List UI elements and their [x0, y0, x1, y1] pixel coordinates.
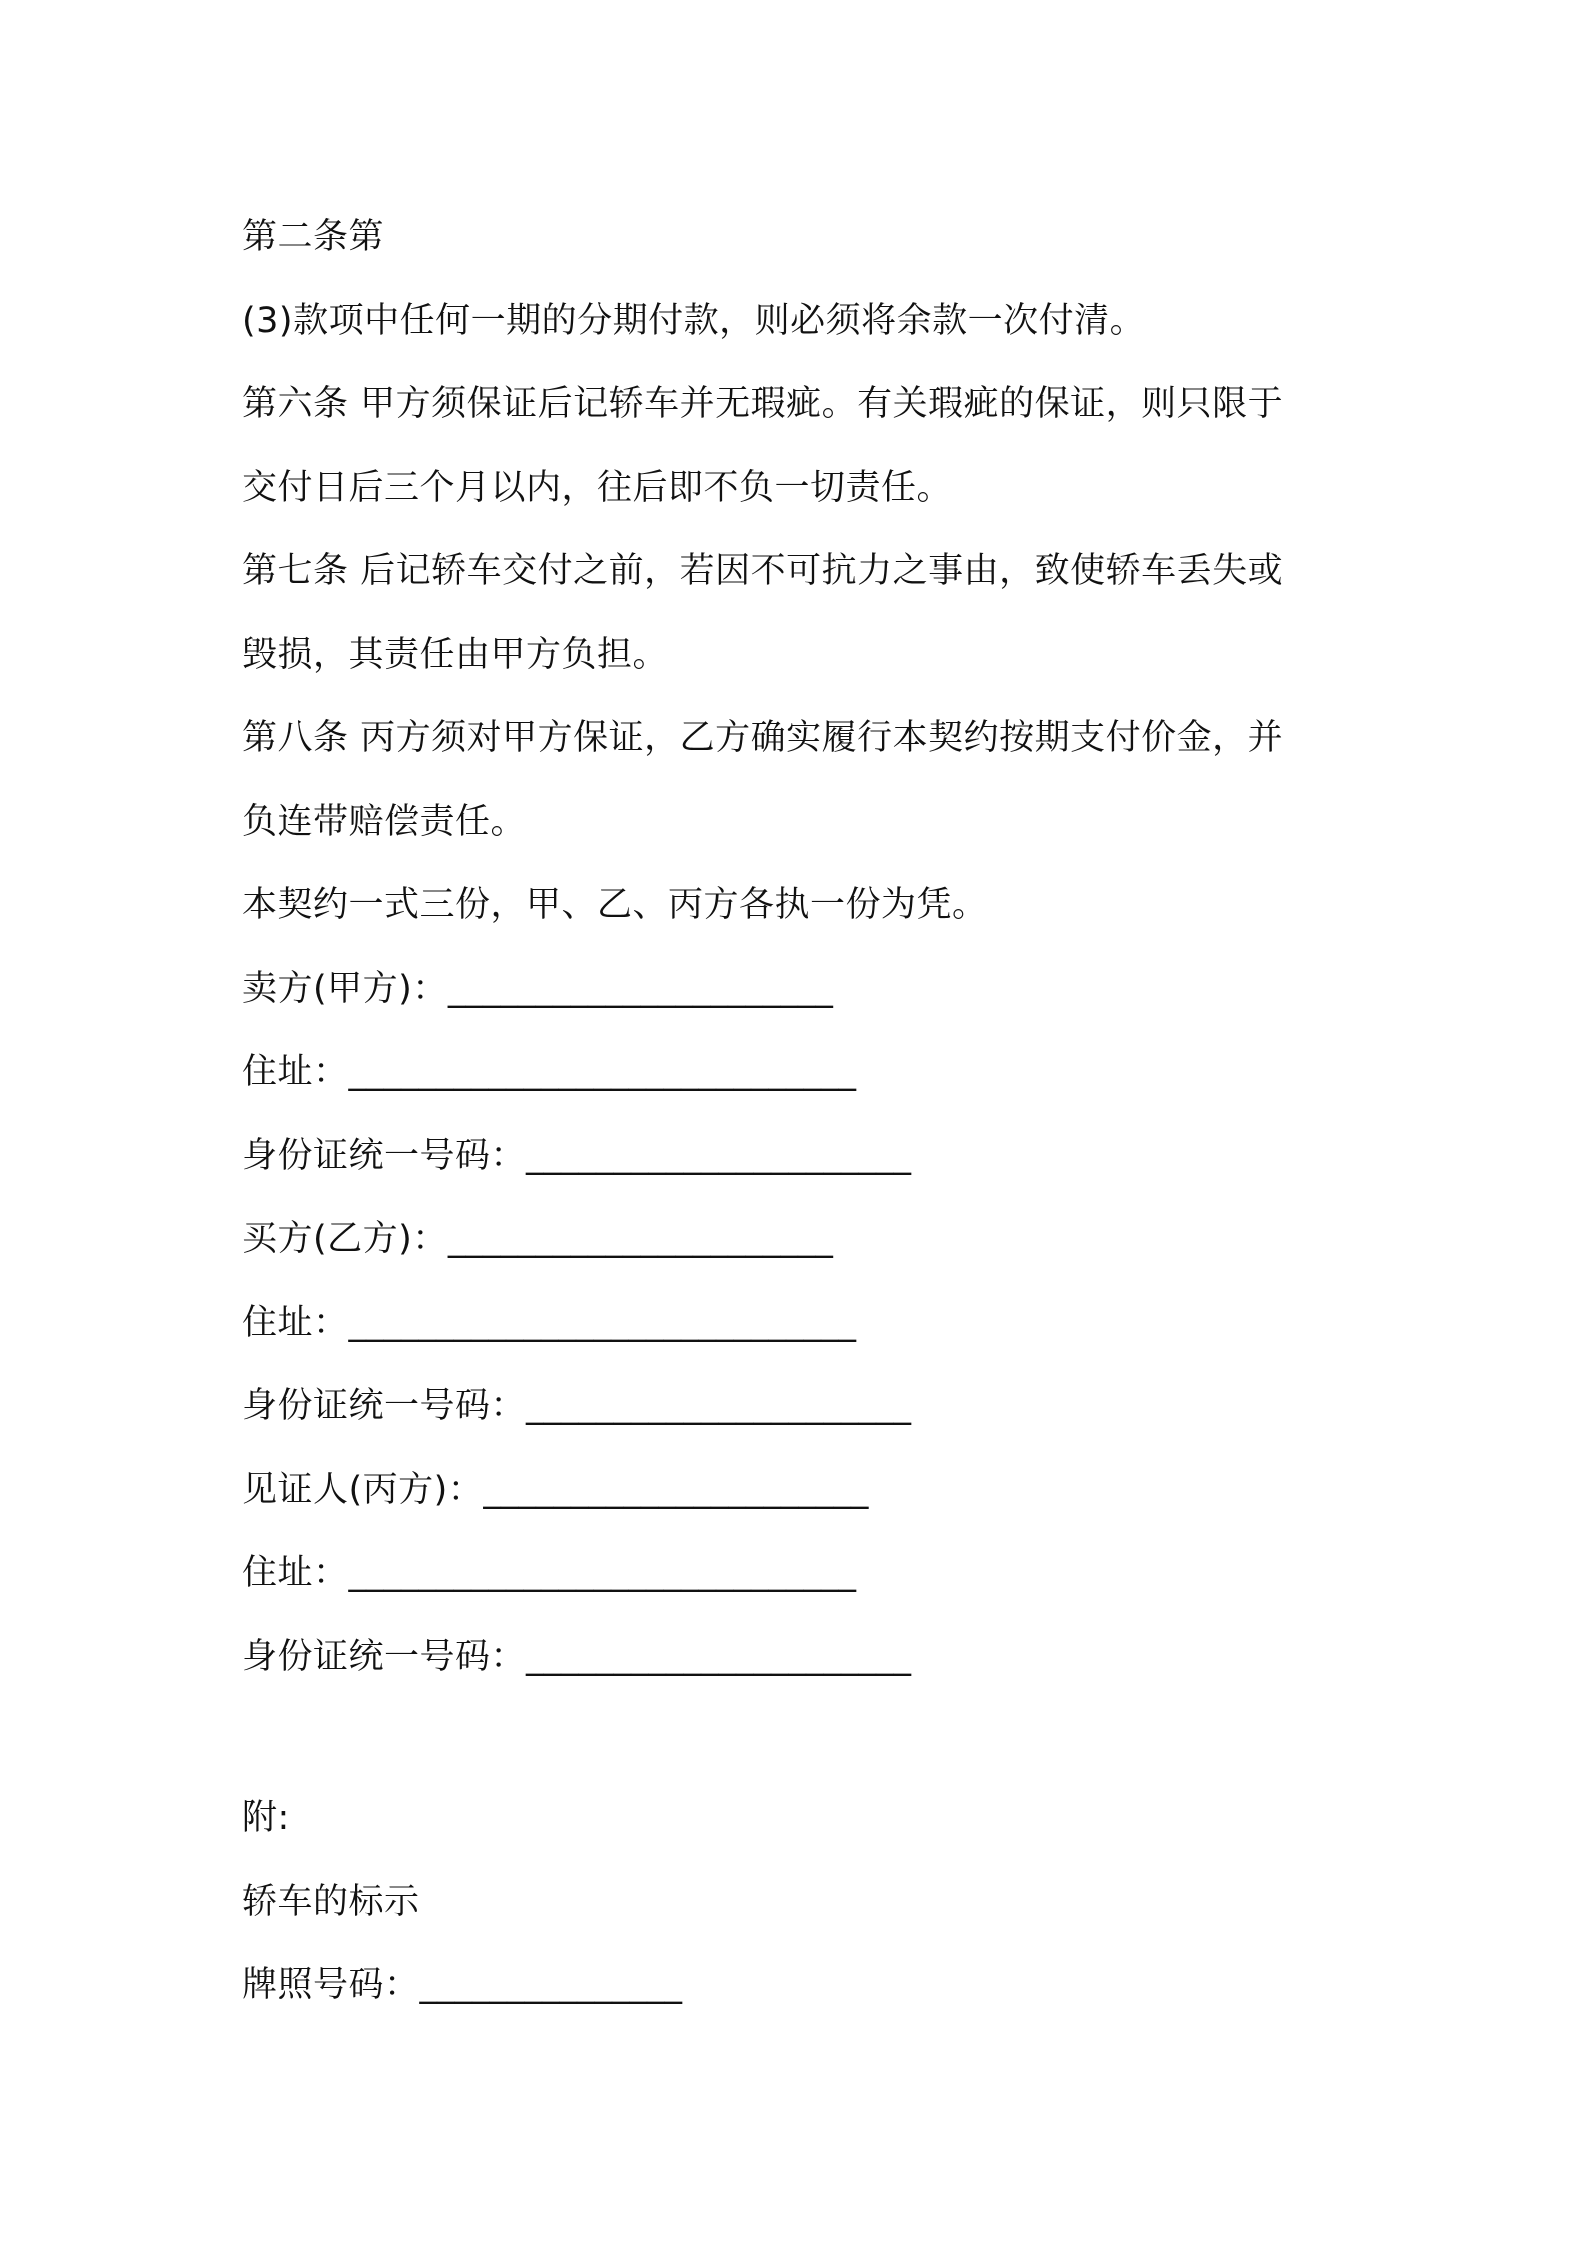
paragraph-article-6-line-1: 第六条 甲方须保证后记轿车并无瑕疵。有关瑕疵的保证，则只限于 [242, 384, 1284, 424]
buyer-label: 买方(乙方)： [242, 1219, 448, 1259]
appendix-subheading: 轿车的标示 [242, 1881, 420, 1922]
witness-id-label: 身份证统一号码： [242, 1636, 527, 1677]
section-spacer [242, 1699, 1372, 1777]
paragraph-copies-clause: 本契约一式三份，甲、乙、丙方各执一份为凭。 [242, 885, 988, 925]
witness-address-label: 住址： [242, 1553, 349, 1593]
buyer-id-blank: ______________________ [526, 1386, 912, 1426]
buyer-field [242, 1198, 1372, 1282]
plate-number-label: 牌照号码： [242, 1965, 420, 2005]
witness-blank: ______________________ [483, 1469, 869, 1510]
witness-id-blank: ______________________ [526, 1636, 912, 1677]
paragraph-article-8-line-2: 负连带赔偿责任。 [242, 801, 527, 842]
paragraph-article-2-continued: 第二条第 [242, 217, 385, 257]
seller-address-label: 住址： [242, 1052, 349, 1092]
plate-number-field [242, 1944, 1372, 2028]
seller-label: 卖方(甲方)： [242, 968, 448, 1009]
buyer-id-label: 身份证统一号码： [242, 1386, 527, 1426]
plate-number-blank: _______________ [419, 1965, 683, 2005]
buyer-id-field [242, 1365, 1372, 1449]
paragraph-article-8-line-1: 第八条 丙方须对甲方保证，乙方确实履行本契约按期支付价金，并 [242, 718, 1284, 758]
buyer-address-blank: _____________________________ [348, 1302, 857, 1343]
buyer-blank: ______________________ [447, 1219, 833, 1259]
paragraph-article-7-line-2: 毁损，其责任由甲方负担。 [242, 634, 669, 675]
seller-id-label: 身份证统一号码： [242, 1135, 527, 1176]
witness-address-field [242, 1532, 1372, 1616]
seller-id-field [242, 1115, 1372, 1199]
witness-label: 见证人(丙方)： [242, 1469, 484, 1510]
seller-id-blank: ______________________ [526, 1135, 912, 1176]
buyer-address-label: 住址： [242, 1302, 349, 1343]
document-body [242, 196, 1372, 2028]
seller-address-blank: _____________________________ [348, 1052, 857, 1092]
seller-address-field [242, 1031, 1372, 1115]
paragraph-article-6-line-2: 交付日后三个月以内，往后即不负一切责任。 [242, 467, 953, 508]
buyer-address-field [242, 1282, 1372, 1366]
paragraph-article-7-line-1: 第七条 后记轿车交付之前，若因不可抗力之事由，致使轿车丢失或 [242, 551, 1284, 591]
paragraph-installment-clause: (3)款项中任何一期的分期付款，则必须将余款一次付清。 [242, 300, 1146, 341]
witness-address-blank: _____________________________ [348, 1553, 857, 1593]
appendix-heading: 附: [242, 1798, 290, 1838]
seller-blank: ______________________ [447, 968, 833, 1009]
witness-id-field [242, 1616, 1372, 1700]
witness-field [242, 1449, 1372, 1533]
seller-field [242, 948, 1372, 1032]
